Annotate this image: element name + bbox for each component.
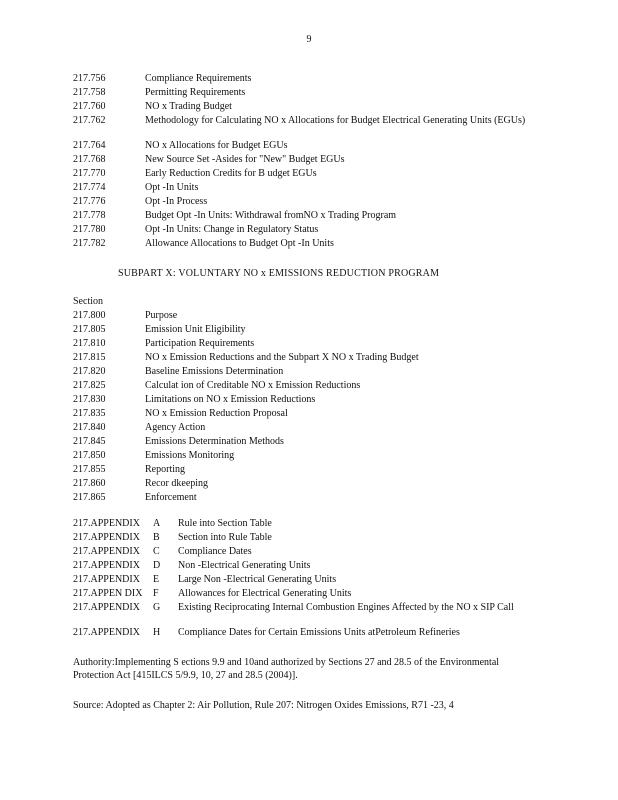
- section-number: 217.860: [73, 478, 106, 489]
- appendix-row: [73, 532, 523, 543]
- toc-row: [73, 464, 530, 475]
- appendix-title: Section into Rule Table: [178, 532, 272, 543]
- appendix-row: [73, 546, 523, 557]
- section-number: 217.810: [73, 338, 106, 349]
- section-title: Enforcement: [145, 492, 197, 503]
- section-title: NO x Emission Reductions and the Subpart X NO x Trading Budget: [145, 352, 419, 363]
- section-number: 217.760: [73, 101, 106, 112]
- toc-row: [73, 210, 530, 221]
- section-title: Emissions Determination Methods: [145, 436, 284, 447]
- appendix-number: 217.APPENDIX: [73, 532, 140, 543]
- appendix-number: 217.APPENDIX: [73, 627, 140, 638]
- appendix-letter: C: [153, 546, 160, 557]
- section-title: Baseline Emissions Determination: [145, 366, 284, 377]
- toc-row: [73, 492, 530, 503]
- section-number: 217.815: [73, 352, 106, 363]
- section-number: 217.820: [73, 366, 106, 377]
- appendix-letter: H: [153, 627, 161, 638]
- appendix-letter: G: [153, 602, 161, 613]
- toc-row: [73, 182, 530, 193]
- toc-row: [73, 154, 530, 165]
- appendix-title: Allowances for Electrical Generating Units: [178, 588, 352, 599]
- section-number: 217.825: [73, 380, 106, 391]
- section-number: 217.756: [73, 73, 106, 84]
- section-number: 217.845: [73, 436, 106, 447]
- toc-row: [73, 436, 530, 447]
- appendix-row: [73, 602, 523, 613]
- appendix-title: Compliance Dates for Certain Emissions Units atPetroleum Refineries: [178, 627, 460, 638]
- section-title: Permitting Requirements: [145, 87, 246, 98]
- section-title: Allowance Allocations to Budget Opt -In Units: [145, 238, 334, 249]
- section-title: Purpose: [145, 310, 178, 321]
- section-title: Limitations on NO x Emission Reductions: [145, 394, 316, 405]
- section-number: 217.800: [73, 310, 106, 321]
- toc-row: [73, 87, 530, 98]
- section-title: Early Reduction Credits for B udget EGUs: [145, 168, 317, 179]
- toc-row: [73, 450, 530, 461]
- toc-row: [73, 324, 530, 335]
- section-title: Recor dkeeping: [145, 478, 209, 489]
- section-title: Emission Unit Eligibility: [145, 324, 246, 335]
- toc-row: [73, 196, 530, 207]
- toc-row: [73, 338, 530, 349]
- section-number: 217.780: [73, 224, 106, 235]
- section-number: 217.805: [73, 324, 106, 335]
- appendix-number: 217.APPENDIX: [73, 574, 140, 585]
- toc-row: [73, 422, 530, 433]
- toc-row: [73, 140, 530, 151]
- section-number: 217.865: [73, 492, 106, 503]
- section-number: 217.758: [73, 87, 106, 98]
- appendix-number: 217.APPENDIX: [73, 546, 140, 557]
- toc-row: [73, 394, 530, 405]
- toc-row: [73, 352, 530, 363]
- toc-row: [73, 115, 530, 126]
- section-number: 217.830: [73, 394, 106, 405]
- appendix-row: [73, 518, 523, 529]
- section-title: NO x Allocations for Budget EGUs: [145, 140, 288, 151]
- section-number: 217.764: [73, 140, 106, 151]
- section-title: NO x Trading Budget: [145, 101, 232, 112]
- section-title: Participation Requirements: [145, 338, 255, 349]
- appendix-letter: A: [153, 518, 161, 529]
- appendix-title: Existing Reciprocating Internal Combustion Engines Affected by the NO x SIP Call: [178, 602, 514, 613]
- appendix-row: [73, 560, 523, 571]
- section-number: 217.840: [73, 422, 106, 433]
- toc-row: [73, 224, 530, 235]
- appendix-number: 217.APPENDIX: [73, 560, 140, 571]
- section-title: Budget Opt -In Units: Withdrawal fromNO x Trading Program: [145, 210, 397, 221]
- section-title: Opt -In Units: Change in Regulatory Status: [145, 224, 319, 235]
- toc-row: [73, 478, 530, 489]
- section-number: 217.782: [73, 238, 106, 249]
- toc-row: [73, 238, 530, 249]
- page-number: 9: [306, 34, 312, 45]
- section-title: NO x Emission Reduction Proposal: [145, 408, 288, 419]
- appendix-number: 217.APPENDIX: [73, 602, 140, 613]
- appendix-title: Rule into Section Table: [178, 518, 272, 529]
- appendix-letter: E: [153, 574, 160, 585]
- section-title: Compliance Requirements: [145, 73, 252, 84]
- section-number: 217.778: [73, 210, 106, 221]
- section-title: Emissions Monitoring: [145, 450, 235, 461]
- toc-row: [73, 408, 530, 419]
- section-number: 217.855: [73, 464, 106, 475]
- appendix-title: Compliance Dates: [178, 546, 252, 557]
- section-number: 217.776: [73, 196, 106, 207]
- section-label: Section: [73, 296, 103, 307]
- appendix-letter: B: [153, 532, 160, 543]
- toc-row: [73, 168, 530, 179]
- section-number: 217.850: [73, 450, 106, 461]
- appendix-letter: F: [153, 588, 159, 599]
- section-number: 217.835: [73, 408, 106, 419]
- section-title: Calculat ion of Creditable NO x Emission Reductions: [145, 380, 361, 391]
- appendix-title: Non -Electrical Generating Units: [178, 560, 311, 571]
- section-title: Agency Action: [145, 422, 206, 433]
- section-number: 217.774: [73, 182, 106, 193]
- appendix-number: 217.APPEN DIX: [73, 588, 143, 599]
- appendix-letter: D: [153, 560, 161, 571]
- section-title: New Source Set -Asides for "New" Budget EGUs: [145, 154, 345, 165]
- section-title: Opt -In Process: [145, 196, 208, 207]
- appendix-row: [73, 588, 523, 599]
- section-number: 217.768: [73, 154, 106, 165]
- appendix-row: [73, 627, 523, 638]
- section-number: 217.762: [73, 115, 106, 126]
- appendix-number: 217.APPENDIX: [73, 518, 140, 529]
- toc-row: [73, 366, 530, 377]
- authority-note: Authority:Implementing S ections 9.9 and 10and authorized by Sections 27 and 28.5 of the Environmental Protection Act [415ILCS 5/9.9, 10, 27 and 28.5 (2004)].: [73, 657, 500, 681]
- subpart-heading: SUBPART X: VOLUNTARY NO x EMISSIONS REDUCTION PROGRAM: [118, 268, 440, 279]
- section-title: Reporting: [145, 464, 185, 475]
- toc-row: [73, 101, 530, 112]
- section-title: Opt -In Units: [145, 182, 199, 193]
- section-number: 217.770: [73, 168, 106, 179]
- appendix-title: Large Non -Electrical Generating Units: [178, 574, 337, 585]
- source-note: Source: Adopted as Chapter 2: Air Pollution, Rule 207: Nitrogen Oxides Emissions, R71 -23, 4: [73, 700, 454, 711]
- appendix-row: [73, 574, 523, 585]
- section-title: Methodology for Calculating NO x Allocations for Budget Electrical Generating Units (EGUs): [145, 115, 526, 126]
- toc-row: [73, 380, 530, 391]
- toc-row: [73, 73, 530, 84]
- toc-row: [73, 310, 530, 321]
